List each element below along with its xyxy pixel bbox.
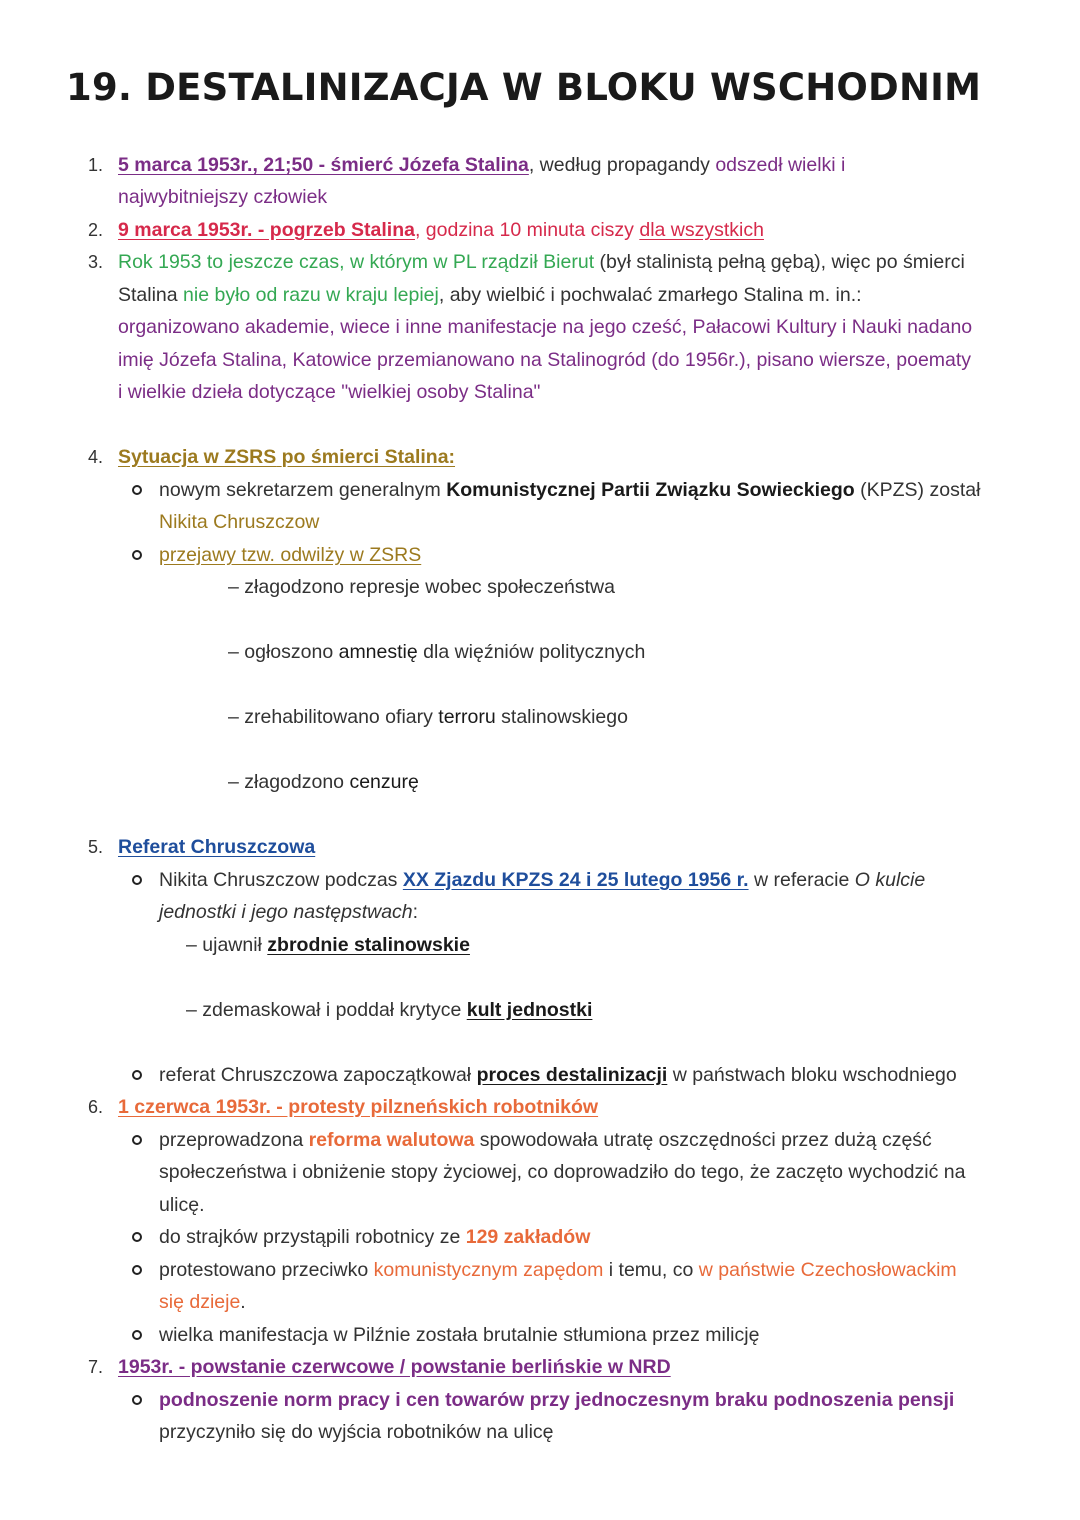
item-4-heading-a: Sytuacja w ZSRS — [118, 446, 277, 468]
item-5-dash-1-a: – ujawnił — [186, 934, 268, 956]
item-6-sub-3-a: protestowano przeciwko — [159, 1259, 374, 1281]
bullet-icon — [132, 550, 142, 560]
item-number-7: 7. — [88, 1357, 104, 1377]
item-6-sub-3-f: . — [240, 1291, 246, 1313]
page-title: 19. DESTALINIZACJA W BLOKU WSCHODNIM — [66, 66, 982, 109]
item-3-line-1 — [118, 246, 965, 278]
bullet-icon — [132, 1070, 142, 1080]
item-2-date: 9 marca 1953r. - pogrzeb Stalina — [118, 219, 415, 241]
item-6-sub-1-cont: społeczeństwa i obniżenie stopy życiowej, co doprowadziło do tego, że zaczęto wychodzić na — [159, 1161, 966, 1183]
item-6-heading: 1 czerwca 1953r. - protesty pilzneńskich robotników — [118, 1096, 599, 1118]
item-3-text-2: Stalina — [118, 284, 184, 306]
item-4-heading — [118, 441, 455, 473]
item-5-sub-1-e: jednostki i jego następstwach — [159, 901, 413, 923]
item-6-sub-3-d: w państwie Czechosłowackim — [698, 1259, 957, 1281]
item-4-dash-2-c: dla więźniów politycznych — [417, 641, 646, 663]
bullet-icon — [132, 1395, 142, 1405]
item-6-sub-1-c: spowodowała utratę oszczędności przez dużą część — [474, 1129, 932, 1151]
item-4-dash-4-a: – złagodzono — [228, 771, 350, 793]
item-6-sub-1-b: reforma walutowa — [308, 1129, 475, 1151]
item-5-heading: Referat Chruszczowa — [118, 836, 316, 858]
item-3-line-5: i wielkie dzieła dotyczące "wielkiej osoby Stalina" — [118, 381, 541, 403]
item-4-sub-2: przejawy tzw. odwilży w ZSRS — [159, 544, 422, 566]
item-5-sub-2 — [159, 1059, 957, 1091]
item-6-sub-3-cont — [159, 1286, 246, 1318]
item-5-sub-1-c: w referacie — [748, 869, 855, 891]
item-5-sub-1-cont — [159, 896, 418, 928]
item-4-dash-2-a: – ogłoszono — [228, 641, 339, 663]
item-5-sub-1 — [159, 864, 925, 896]
item-4-sub-1-a: nowym sekretarzem generalnym — [159, 479, 447, 501]
item-1-quote: odszedł wielki i — [715, 154, 846, 176]
item-number-5: 5. — [88, 837, 104, 857]
item-6-sub-3 — [159, 1254, 957, 1286]
item-5-dash-2 — [186, 994, 592, 1026]
item-4-dash-3 — [228, 701, 628, 733]
item-5-sub-2-a: referat Chruszczowa zapoczątkował — [159, 1064, 477, 1086]
item-4-dash-3-c: stalinowskiego — [495, 706, 628, 728]
item-5-dash-2-b: kult jednostki — [466, 999, 593, 1021]
item-5-sub-1-a: Nikita Chruszczow podczas — [159, 869, 403, 891]
bullet-icon — [132, 1135, 142, 1145]
item-4-sub-1-cont: Nikita Chruszczow — [159, 511, 320, 533]
item-3-green: Rok 1953 to jeszcze czas, w którym w PL rządził Bierut — [118, 251, 595, 273]
item-5-sub-2-b: proces destalinizacji — [476, 1064, 668, 1086]
item-7-heading: 1953r. - powstanie czerwcowe / powstanie berlińskie w NRD — [118, 1356, 671, 1378]
bullet-icon — [132, 875, 142, 885]
item-7-sub-1-cont: przyczyniło się do wyjścia robotników na ulicę — [159, 1421, 554, 1443]
item-4-dash-3-a: – zrehabilitowano ofiary — [228, 706, 439, 728]
item-number-1: 1. — [88, 155, 104, 175]
bullet-icon — [132, 485, 142, 495]
item-number-6: 6. — [88, 1097, 104, 1117]
item-5-sub-2-c: w państwach bloku wschodniego — [667, 1064, 957, 1086]
item-2-highlight: dla wszystkich — [639, 219, 764, 241]
item-3-text: (był stalinistą pełną gębą), więc po śmierci — [594, 251, 965, 273]
item-1-line-1 — [118, 149, 845, 181]
item-5-sub-1-b: XX Zjazdu KPZS 24 i 25 lutego 1956 r. — [402, 869, 749, 891]
item-6-sub-4: wielka manifestacja w Pilźnie została brutalnie stłumiona przez milicję — [159, 1324, 760, 1346]
bullet-icon — [132, 1265, 142, 1275]
item-6-sub-2-a: do strajków przystąpili robotnicy ze — [159, 1226, 466, 1248]
item-6-sub-1 — [159, 1124, 932, 1156]
item-3-line-3: organizowano akademie, wiece i inne manifestacje na jego cześć, Pałacowi Kultury i Nauki nadano — [118, 316, 973, 338]
bullet-icon — [132, 1330, 142, 1340]
item-4-dash-2 — [228, 636, 645, 668]
item-4-dash-4-b: cenzurę — [349, 771, 419, 793]
item-4-dash-3-b: terroru — [438, 706, 496, 728]
item-1-text: , według propagandy — [528, 154, 716, 176]
item-6-sub-1-a: przeprowadzona — [159, 1129, 309, 1151]
item-7-sub-1: podnoszenie norm pracy i cen towarów przy jednoczesnym braku podnoszenia pensji — [159, 1389, 955, 1411]
item-6-sub-3-e: się dzieje — [159, 1291, 241, 1313]
item-4-sub-1 — [159, 474, 980, 506]
item-3-green-2: nie było od razu w kraju lepiej — [183, 284, 439, 306]
item-5-dash-1-b: zbrodnie stalinowskie — [267, 934, 470, 956]
item-6-sub-3-c: i temu, co — [603, 1259, 699, 1281]
item-3-line-4: imię Józefa Stalina, Katowice przemianowano na Stalinogród (do 1956r.), pisano wiersze, poematy — [118, 349, 972, 371]
item-2-text: , godzina 10 minuta ciszy — [414, 219, 640, 241]
item-5-sub-1-d: O kulcie — [854, 869, 926, 891]
item-4-dash-2-b: amnestię — [338, 641, 418, 663]
item-4-dash-1: – złagodzono represje wobec społeczeństwa — [228, 576, 615, 598]
item-4-dash-4 — [228, 766, 419, 798]
item-4-heading-b: po śmierci Stalina: — [281, 446, 456, 468]
item-number-2: 2. — [88, 220, 104, 240]
item-3-text-3: , aby wielbić i pochwalać zmarłego Stalina m. in.: — [438, 284, 862, 306]
item-number-3: 3. — [88, 252, 104, 272]
bullet-icon — [132, 1232, 142, 1242]
item-6-sub-3-b: komunistycznym zapędom — [373, 1259, 604, 1281]
item-6-sub-1-cont-2: ulicę. — [159, 1194, 205, 1216]
item-3-line-2 — [118, 279, 862, 311]
item-5-dash-2-a: – zdemaskował i poddał krytyce — [186, 999, 467, 1021]
item-2-line-1 — [118, 214, 764, 246]
item-5-sub-1-f: : — [412, 901, 419, 923]
item-1-line-2: najwybitniejszy człowiek — [118, 186, 328, 208]
item-4-sub-1-c: (KPZS) został — [854, 479, 981, 501]
item-6-sub-2 — [159, 1221, 590, 1253]
item-1-date: 5 marca 1953r., 21;50 - śmierć Józefa Stalina — [118, 154, 529, 176]
item-5-dash-1 — [186, 929, 470, 961]
item-6-sub-2-b: 129 zakładów — [465, 1226, 591, 1248]
item-number-4: 4. — [88, 447, 104, 467]
item-4-sub-1-b: Komunistycznej Partii Związku Sowieckiego — [446, 479, 855, 501]
